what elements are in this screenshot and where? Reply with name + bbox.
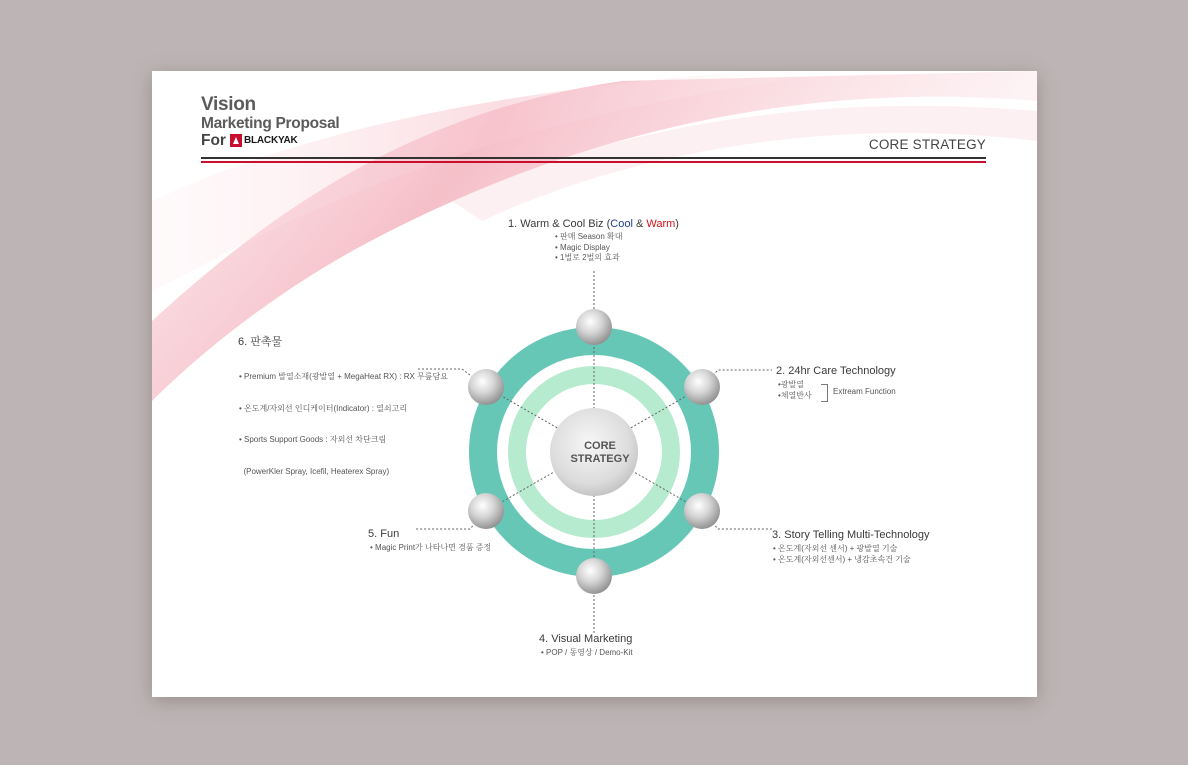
- node-5-bullet: • Magic Print가 나타나면 경품 증정: [370, 543, 492, 552]
- node-4-label: [539, 632, 633, 659]
- node-6-bullet: • Sports Support Goods : 자외선 차단크림: [239, 435, 387, 444]
- node-6-ball: [468, 369, 504, 405]
- title-vision: Vision: [201, 94, 256, 115]
- node-6-label: [238, 335, 448, 498]
- node-6-bullets: [239, 351, 448, 498]
- node-6-bullet: • Premium 발열소재(광발열 + MegaHeat RX) : RX 무릎담요: [239, 372, 448, 381]
- node-2-title: 2. 24hr Care Technology: [776, 365, 896, 377]
- slide: [152, 71, 1037, 697]
- node-1-title-prefix: 1. Warm & Cool Biz (: [508, 218, 611, 230]
- title-marketing-proposal: Marketing Proposal: [201, 115, 340, 132]
- node-5-label: [368, 527, 491, 554]
- title-for: For: [201, 132, 226, 149]
- center-label-line1: CORE: [584, 440, 616, 452]
- node-5-ball: [468, 493, 504, 529]
- node-1-bullet: • 판매 Season 확대: [555, 232, 623, 241]
- node-1-bullet: • 1벌로 2벌의 효과: [555, 253, 620, 262]
- node-6-bullet: (PowerKler Spray, Icefil, Heaterex Spray): [239, 466, 390, 476]
- node-1-title-warm: Warm: [646, 218, 676, 230]
- brand-name: BLACKYAK: [243, 135, 298, 146]
- section-title: CORE STRATEGY: [868, 137, 986, 152]
- node-2-note: Extream Function: [833, 387, 896, 396]
- node-3-title: 3. Story Telling Multi-Technology: [772, 529, 930, 541]
- node-4-ball: [576, 558, 612, 594]
- node-1-title-cool: Cool: [610, 218, 633, 230]
- node-5-title: 5. Fun: [368, 528, 400, 540]
- node-1-ball: [576, 309, 612, 345]
- node-4-title: 4. Visual Marketing: [539, 633, 633, 645]
- node-4-bullets: [541, 648, 633, 659]
- node-1-title-suffix: ): [675, 218, 679, 230]
- node-3-bullet: • 온도계(자외선센서) + 냉감초속건 기술: [773, 554, 911, 564]
- node-1-title-amp: &: [632, 218, 647, 230]
- node-3-bullets: [773, 544, 930, 565]
- node-3-ball: [684, 493, 720, 529]
- node-2-bullet: •광발열: [778, 380, 804, 389]
- node-6-title: 6. 판촉물: [238, 336, 283, 348]
- center-label: [560, 440, 640, 466]
- node-4-bullet: • POP / 동영상 / Demo-Kit: [541, 648, 633, 657]
- node-1-label: [508, 217, 679, 264]
- node-3-bullet: • 온도계(자외선 센서) + 광발열 기술: [773, 544, 898, 553]
- node-2-bracket: [821, 384, 828, 402]
- node-1-bullets: [555, 232, 679, 264]
- node-2-bullet: •체열반사: [778, 390, 812, 400]
- node-6-bullet: • 온도계/자외선 인디케이터(Indicator) : 열쇠고리: [239, 403, 408, 413]
- node-5-bullets: [370, 543, 491, 554]
- node-1-bullet: • Magic Display: [555, 242, 610, 252]
- node-2-ball: [684, 369, 720, 405]
- node-3-label: [772, 528, 930, 565]
- node-1-title: [508, 217, 679, 231]
- center-label-line2: STRATEGY: [570, 453, 630, 465]
